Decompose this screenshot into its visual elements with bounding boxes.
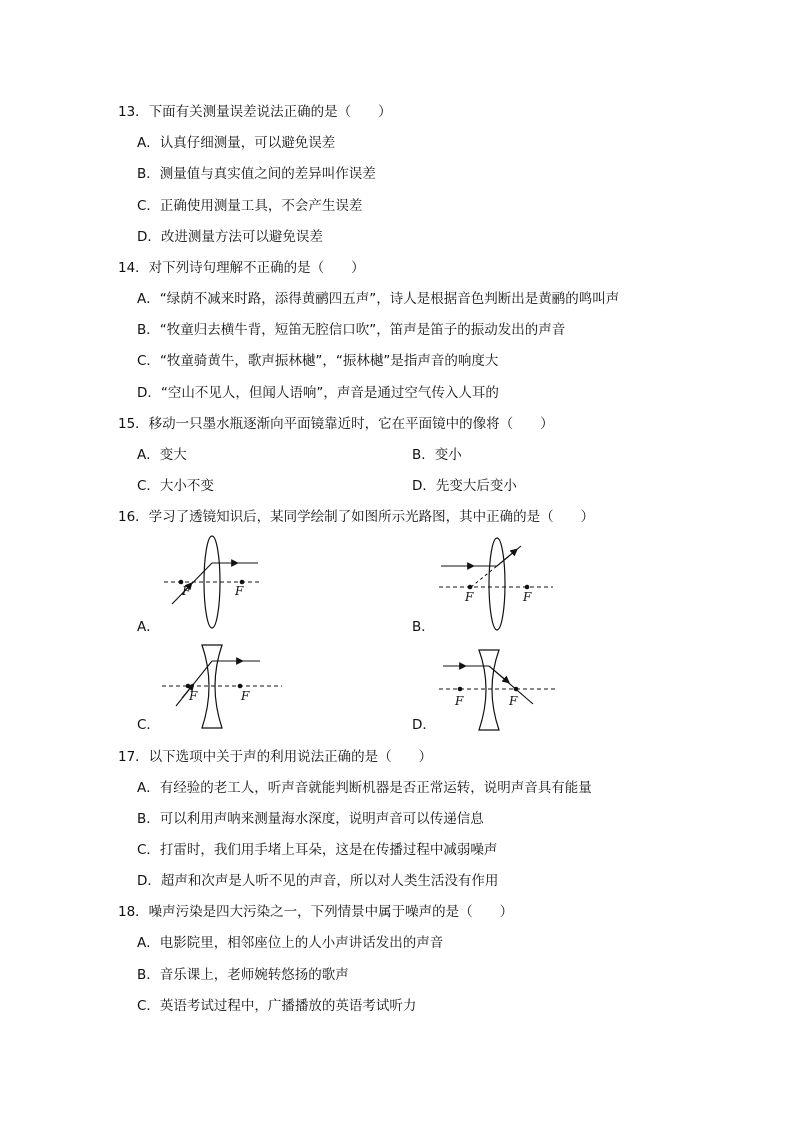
question-13-option-c: C．正确使用测量工具，不会产生误差 <box>137 198 363 214</box>
question-17-stem: 17．以下选项中关于声的利用说法正确的是（ ） <box>118 749 433 765</box>
question-15-option-d: D．先变大后变小 <box>412 478 517 494</box>
question-18-option-a: A．电影院里，相邻座位上的人小声讲话发出的声音 <box>137 935 444 951</box>
question-15-option-b: B．变小 <box>412 447 462 463</box>
question-18-stem: 18．噪声污染是四大污染之一，下列情景中属于噪声的是（ ） <box>118 904 514 920</box>
diagram-d-focus-label-right: F <box>509 694 518 708</box>
question-13-option-a: A．认真仔细测量，可以避免误差 <box>137 135 336 151</box>
question-17-option-a: A．有经验的老工人，听声音就能判断机器是否正常运转，说明声音具有能量 <box>137 780 592 796</box>
question-13-option-b: B．测量值与真实值之间的差异叫作误差 <box>137 166 376 182</box>
question-14-option-c: C．“牧童骑黄牛，歌声振林樾”，“振林樾”是指声音的响度大 <box>137 353 499 369</box>
question-16-option-b: B． <box>412 619 435 635</box>
question-14-option-b: B．“牧童归去横牛背，短笛无腔信口吹”，笛声是笛子的振动发出的声音 <box>137 322 566 338</box>
diagram-a-convex-lens <box>160 532 270 632</box>
question-17-option-c: C．打雷时，我们用手堵上耳朵，这是在传播过程中减弱噪声 <box>137 842 498 858</box>
question-14-option-d: D．“空山不见人，但闻人语响”，声音是通过空气传入人耳的 <box>137 385 499 401</box>
diagram-c-concave-lens <box>160 640 285 735</box>
question-18-option-b: B．音乐课上，老师婉转悠扬的歌声 <box>137 967 349 983</box>
diagram-a-focus-label-left: F <box>182 584 191 598</box>
diagram-a-focus-label-right: F <box>235 584 244 598</box>
diagram-b-convex-lens <box>435 534 560 634</box>
question-17-option-d: D．超声和次声是人听不见的声音，所以对人类生活没有作用 <box>137 873 499 889</box>
question-13-stem: 13．下面有关测量误差说法正确的是（ ） <box>118 104 392 120</box>
question-16-stem: 16．学习了透镜知识后，某同学绘制了如图所示光路图，其中正确的是（ ） <box>118 509 595 525</box>
diagram-b-focus-label-right: F <box>523 590 532 604</box>
diagram-d-focus-label-left: F <box>455 694 464 708</box>
diagram-c-focus-label-left: F <box>189 689 198 703</box>
diagram-d-concave-lens <box>435 642 560 737</box>
question-16-option-a: A． <box>137 619 160 635</box>
question-16-option-c: C． <box>137 717 160 733</box>
question-15-stem: 15．移动一只墨水瓶逐渐向平面镜靠近时，它在平面镜中的像将（ ） <box>118 416 554 432</box>
diagram-b-focus-label-left: F <box>465 590 474 604</box>
question-15-option-a: A．变大 <box>137 447 187 463</box>
question-13-option-d: D．改进测量方法可以避免误差 <box>137 229 323 245</box>
question-18-option-c: C．英语考试过程中，广播播放的英语考试听力 <box>137 998 417 1014</box>
question-14-option-a: A．“绿荫不减来时路，添得黄鹂四五声”，诗人是根据音色判断出是黄鹂的鸣叫声 <box>137 291 620 307</box>
question-15-option-c: C．大小不变 <box>137 478 214 494</box>
diagram-c-focus-label-right: F <box>241 689 250 703</box>
question-16-option-d: D． <box>412 717 436 733</box>
question-17-option-b: B．可以利用声呐来测量海水深度，说明声音可以传递信息 <box>137 811 484 827</box>
question-14-stem: 14．对下列诗句理解不正确的是（ ） <box>118 260 365 276</box>
